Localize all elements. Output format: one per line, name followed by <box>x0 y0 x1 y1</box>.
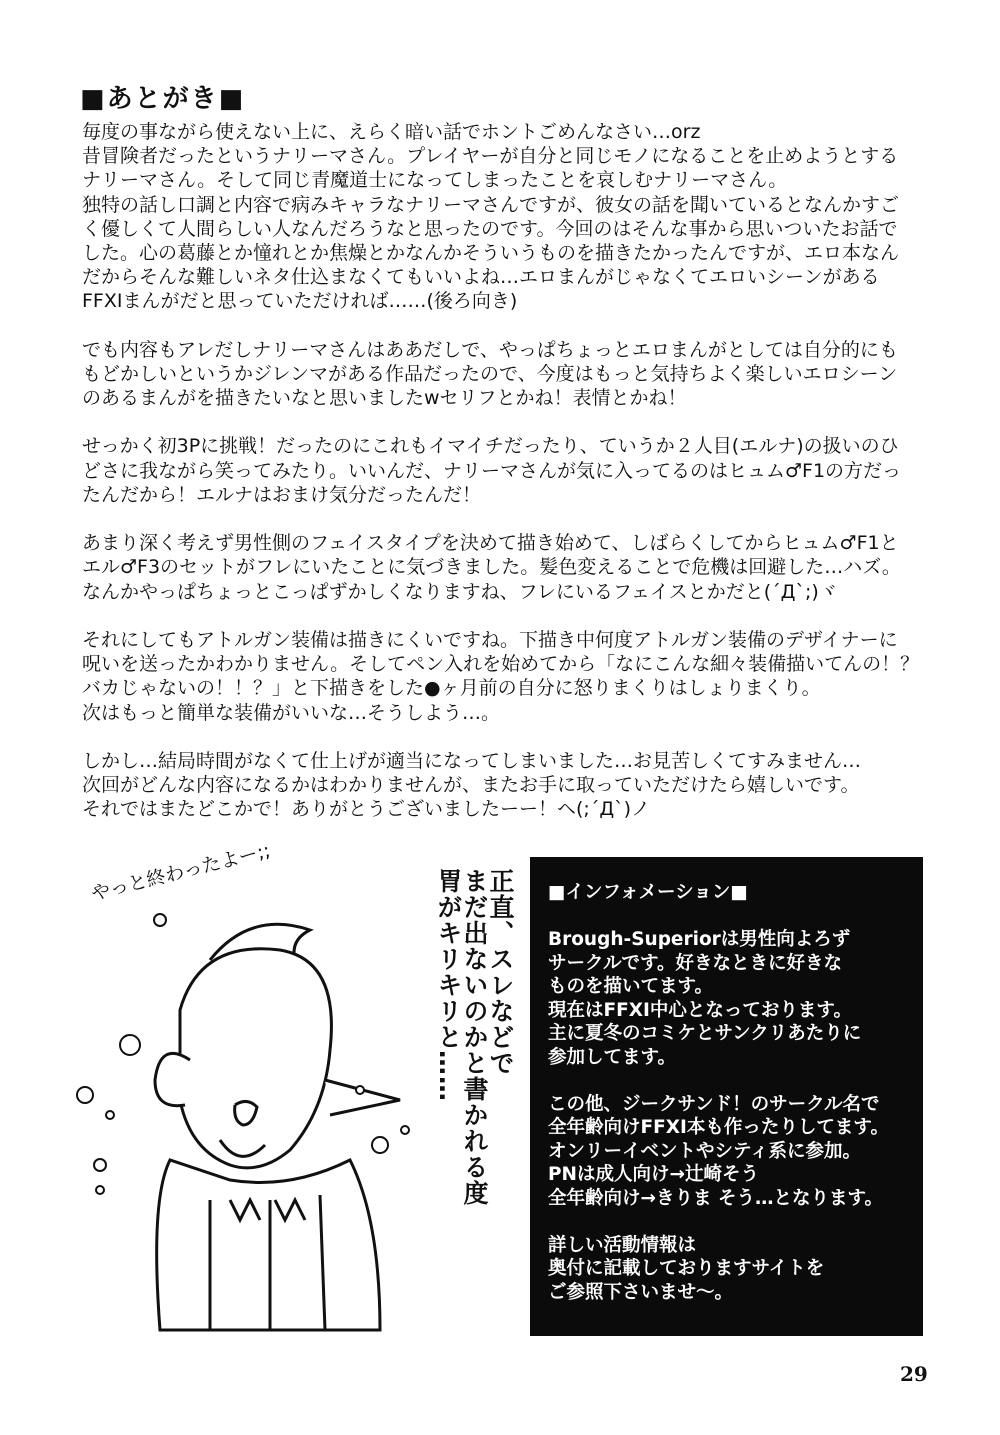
paragraph <box>82 628 942 725</box>
elf-character-illustration <box>60 900 420 1340</box>
afterword-title: ■あとがき■ <box>80 84 246 114</box>
text-line: でも内容もアレだしナリーマさんはああだしで、やっぱちょっとエロまんがとしては自分的にも <box>82 338 898 361</box>
info-heading: ■インフォメーション■ <box>548 882 748 903</box>
text-line: 昔冒険者だったというナリーマさん。プレイヤーが自分と同じモノになることを止めようとする <box>82 145 899 168</box>
info-line: PNは成人向け→辻崎そう <box>548 1164 760 1185</box>
text-line: それではまたどこかで！ありがとうございましたーー！ヘ(;´Д`)ノ <box>82 798 651 821</box>
text-line: 呪いを送ったかわかりません。そしてペン入れを始めてから「なにこんな細々装備描いてんの！？ <box>82 653 920 676</box>
text-line: しかし…結局時間がなくて仕上げが適当になってしまいました…お見苦しくてすみません… <box>82 749 862 772</box>
info-line: ものを描いてます。 <box>548 976 714 997</box>
paragraph <box>82 120 942 314</box>
info-line: サークルです。好きなときに好きな <box>548 952 842 974</box>
info-line: Brough-Superiorは男性向よろず <box>548 929 851 950</box>
text-line: 独特の話し口調と内容で病みキャラなナリーマさんですが、彼女の話を聞いているとなんかすご <box>82 193 900 216</box>
text-line: エル♂F3のセットがフレにいたことに気づきました。髪色変えることで危機は回避した…ハズ。 <box>82 556 901 579</box>
text-line: 次はもっと簡単な装備がいいな…そうしよう…。 <box>82 701 501 724</box>
text-line: だからそんな難しいネタ仕込まなくてもいいよね…エロまんがじゃなくてエロいシーンがある <box>82 266 880 289</box>
paragraph <box>82 338 942 411</box>
text-line: した。心の葛藤とか憧れとか焦燥とかなんかそういうものを描きたかったんですが、エロ本なん <box>82 241 900 264</box>
info-line: オンリーイベントやシティ系に参加。 <box>548 1140 862 1162</box>
info-line: 全年齢向け→きりま そう…となります。 <box>548 1187 883 1209</box>
text-line: ナリーマさん。そして同じ青魔道士になってしまったことを哀しむナリーマさん。 <box>82 169 788 192</box>
text-line: たんだから！エルナはおまけ気分だったんだ！ <box>82 483 482 506</box>
text-line: もどかしいというかジレンマがある作品だったので、今度はもっと気持ちよく楽しいエロシーン <box>82 362 898 385</box>
text-line: FFXIまんがだと思っていただければ……(後ろ向き) <box>82 290 518 313</box>
text-line: それにしてもアトルガン装備は描きにくいですね。下描き中何度アトルガン装備のデザイナーに <box>82 628 898 651</box>
info-line: 参加してます。 <box>548 1046 677 1068</box>
vertical-note-line-1: 正直、スレなどで <box>486 868 515 1076</box>
afterword-body <box>82 120 942 846</box>
paragraph <box>82 434 942 507</box>
info-line: ご参照下さいませ～。 <box>548 1281 734 1303</box>
text-line: どさに我ながら笑ってみたり。いいんだ、ナリーマさんが気に入ってるのはヒュム♂F1の方だっ <box>82 459 902 482</box>
text-line: 次回がどんな内容になるかはわかりませんが、またお手に取っていただけたら嬉しいです。 <box>82 774 860 797</box>
speech-text: やっと終わったよー;; <box>88 839 273 906</box>
page-number: 29 <box>900 1362 928 1386</box>
info-line: 奥付に記載しておりますサイトを <box>548 1258 825 1279</box>
paragraph <box>82 531 942 604</box>
text-line: あまり深く考えず男性側のフェイスタイプを決めて描き始めて、しばらくしてからヒュム♂F1と <box>82 532 899 555</box>
vertical-note-line-2: まだ出ないのかと書かれる度 <box>460 868 489 1206</box>
info-line: 主に夏冬のコミケとサンクリあたりに <box>548 1023 862 1044</box>
info-line: 詳しい活動情報は <box>548 1234 697 1256</box>
text-line: く優しくて人間らしい人なんだろうなと思ったのです。今回のはそんな事から思いついたお話で <box>82 217 898 240</box>
paragraph <box>82 749 942 822</box>
vertical-note-line-3: 胃がキリキリと…… <box>434 868 463 1102</box>
text-line: せっかく初3Pに挑戦！だったのにこれもイマイチだったり、ていうか２人目(エルナ)の扱いのひ <box>82 435 899 458</box>
info-line: この他、ジークサンド！のサークル名で <box>548 1093 880 1115</box>
text-line: なんかやっぱちょっとこっぱずかしくなりますね、フレにいるフェイスとかだと(´Д`;)ヾ <box>82 580 838 603</box>
info-line: 全年齢向けFFXI本も作ったりしてます。 <box>548 1117 889 1138</box>
text-line: バカじゃないの！！？」と下描きをした●ヶ月前の自分に怒りまくりはしょりまくり。 <box>82 677 821 700</box>
info-line: 現在はFFXI中心となっております。 <box>548 999 852 1021</box>
text-line: 毎度の事ながら使えない上に、えらく暗い話でホントごめんなさい…orz <box>82 121 701 143</box>
information-box <box>530 857 923 1336</box>
text-line: のあるまんがを描きたいなと思いましたwセリフとかね！表情とかね！ <box>82 387 687 410</box>
